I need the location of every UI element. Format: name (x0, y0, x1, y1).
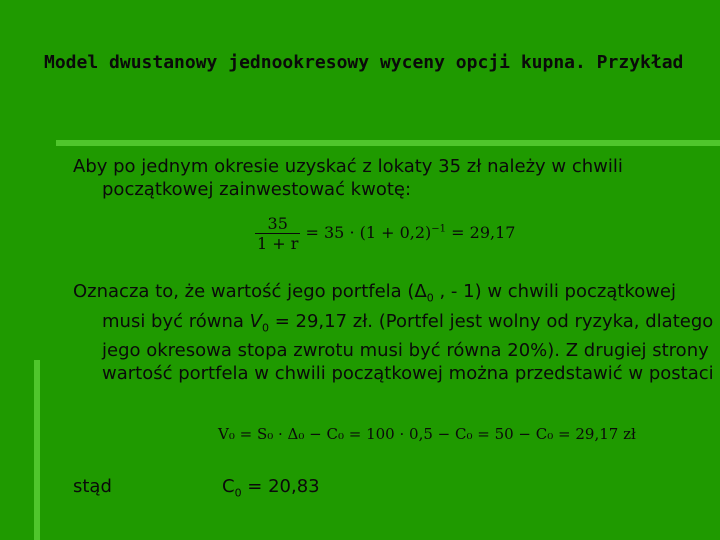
paragraph-2-end: = 29,17 zł. (Portfel jest wolny od ryzyka, dlatego jego okresowa stopa zwrotu musi być równa 20%). Z drugiej strony wartość portfela w chwili początkowej można przedstawić w postaci (102, 310, 714, 385)
paragraph-2 (73, 280, 720, 385)
slide-title: Model dwustanowy jednookresowy wyceny opcji kupna. Przykład (44, 52, 684, 73)
formula-1-numerator: 35 (255, 214, 300, 234)
paragraph-1: Aby po jednym okresie uzyskać z lokaty 35 zł należy w chwili początkowej zainwestować kwotę: (73, 156, 623, 200)
c-subscript: 0 (234, 486, 242, 500)
formula-2: V₀ = S₀ · Δ₀ − C₀ = 100 · 0,5 − C₀ = 50 − C₀ = 29,17 zł (218, 425, 636, 443)
formula-1 (255, 214, 515, 253)
delta-subscript: 0 (426, 291, 434, 305)
formula-1-result: = 29,17 (451, 223, 516, 242)
formula-1-fraction (255, 214, 300, 253)
stad-label: stąd (73, 476, 112, 497)
c-symbol: C (222, 476, 235, 497)
v-subscript: 0 (261, 321, 269, 335)
c-value: = 20,83 (241, 476, 320, 497)
formula-1-denominator: 1 + r (257, 234, 299, 253)
result-c0 (222, 476, 320, 500)
v-symbol: V (249, 310, 262, 332)
formula-1-exponent: −1 (431, 223, 447, 235)
paragraph-2-start: Oznacza to, że wartość jego portfela (Δ (73, 281, 427, 302)
paragraph-2-mid: , - 1) w chwili początkowej musi być równa (102, 281, 677, 332)
decorative-bar-vertical (34, 360, 40, 540)
formula-1-rhs: = 35 · (1 + 0,2) (305, 223, 432, 242)
